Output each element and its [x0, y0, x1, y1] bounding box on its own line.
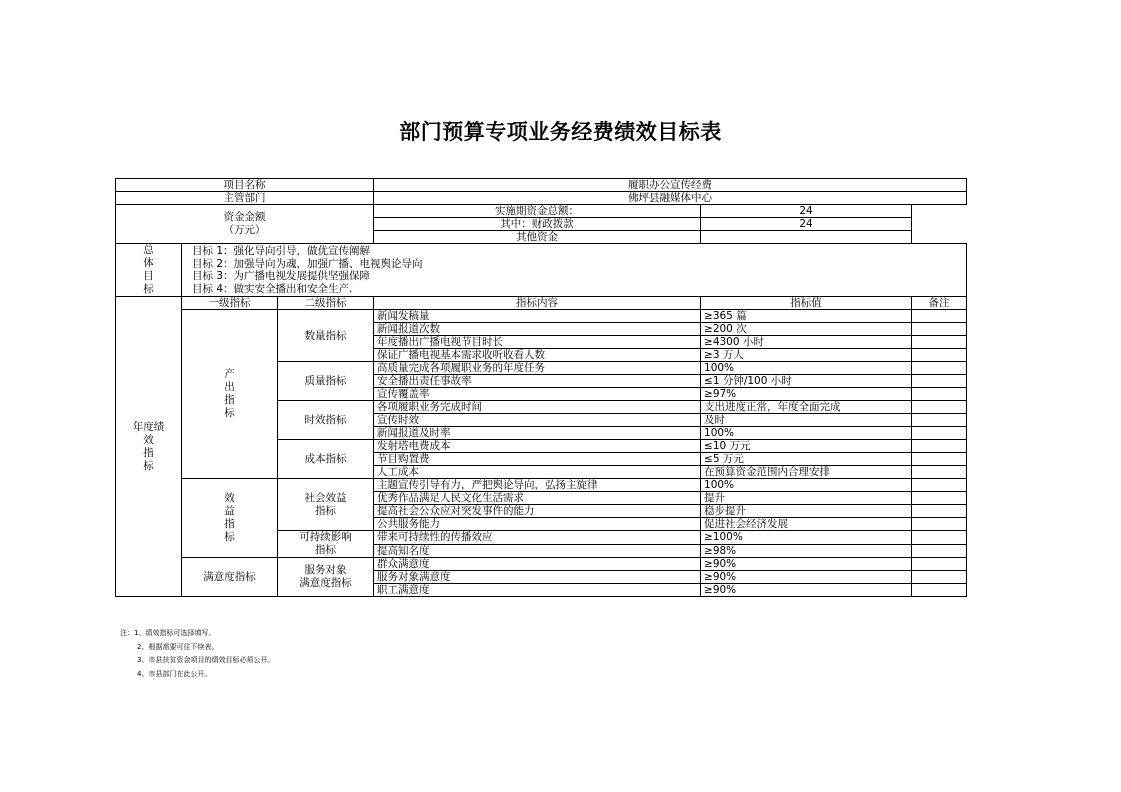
indicator-note: [912, 453, 967, 466]
indicator-content: 服务对象满意度: [374, 571, 701, 584]
indicator-note: [912, 479, 967, 492]
indicator-content: 发射塔电费成本: [374, 440, 701, 453]
indicator-content: 新闻发稿量: [374, 310, 701, 323]
total-fund-label: 实施期资金总额：: [374, 205, 701, 218]
project-name-label: 项目名称: [116, 179, 374, 192]
page-title: 部门预算专项业务经费绩效目标表: [399, 119, 722, 144]
indicator-value: ≥97%: [701, 388, 912, 401]
other-fund-value: [701, 231, 912, 244]
header-level2: 二级指标: [278, 297, 374, 310]
indicator-note: [912, 518, 967, 531]
indicator-content: 年度播出广播电视节目时长: [374, 336, 701, 349]
header-level1: 一级指标: [182, 297, 278, 310]
indicator-content: 带来可持续性的传播效应: [374, 531, 701, 545]
indicator-content: 高质量完成各项履职业务的年度任务: [374, 362, 701, 375]
indicator-note: [912, 584, 967, 597]
indicator-note: [912, 466, 967, 479]
indicator-content: 主题宣传引导有力，严把舆论导向，弘扬主旋律: [374, 479, 701, 492]
goal-1: 目标 1：强化导向引导，做优宣传阐解: [182, 244, 967, 258]
indicator-note: [912, 336, 967, 349]
indicator-content: 宣传覆盖率: [374, 388, 701, 401]
indicator-value: 促进社会经济发展: [701, 518, 912, 531]
footnote-2: 2、根据需要可往下续表。: [137, 642, 219, 651]
indicator-value: 100%: [701, 362, 912, 375]
total-fund-value: 24: [701, 205, 912, 218]
indicator-value: ≥4300 小时: [701, 336, 912, 349]
indicator-value: 及时: [701, 414, 912, 427]
indicator-content: 新闻报道次数: [374, 323, 701, 336]
indicator-content: 节目购置费: [374, 453, 701, 466]
performance-table: [115, 178, 967, 597]
indicator-note: [912, 440, 967, 453]
footnote-1: 注：1、绩效指标可选择填写。: [120, 629, 216, 637]
indicator-value: ≤5 万元: [701, 453, 912, 466]
level2-sustainability: 可持续影响 指标: [278, 531, 374, 558]
indicator-value: ≥90%: [701, 558, 912, 571]
indicator-content: 新闻报道及时率: [374, 427, 701, 440]
indicator-value: ≤1 分钟/100 小时: [701, 375, 912, 388]
fund-amount-label: [116, 205, 374, 244]
fiscal-fund-value: 24: [701, 218, 912, 231]
indicator-value: 支出进度正常，年度全面完成: [701, 401, 912, 414]
indicator-note: [912, 349, 967, 362]
indicator-content: 提高知名度: [374, 544, 701, 558]
level1-benefit: 效 益 指 标: [182, 479, 278, 558]
level2-quality: 质量指标: [278, 362, 374, 401]
project-name-value: 履职办公宣传经费: [374, 179, 967, 192]
fiscal-fund-label: 其中：财政拨款: [374, 218, 701, 231]
indicator-content: 职工满意度: [374, 584, 701, 597]
indicator-value: ≥3 万人: [701, 349, 912, 362]
indicator-value: ≥200 次: [701, 323, 912, 336]
indicator-value: 100%: [701, 427, 912, 440]
indicator-note: [912, 401, 967, 414]
indicator-note: [912, 414, 967, 427]
indicator-note: [912, 427, 967, 440]
indicator-note: [912, 362, 967, 375]
indicator-value: ≤10 万元: [701, 440, 912, 453]
indicator-note: [912, 505, 967, 518]
goal-4: 目标 4：做实安全播出和安全生产.: [182, 283, 967, 297]
indicator-value: ≥98%: [701, 544, 912, 558]
indicator-note: [912, 310, 967, 323]
footnotes: [120, 627, 274, 681]
department-label: 主管部门: [116, 192, 374, 205]
footnote-4: 4、市县部门在此公开。: [137, 669, 212, 678]
indicator-value: ≥365 篇: [701, 310, 912, 323]
indicator-note: [912, 492, 967, 505]
indicator-note: [912, 388, 967, 401]
indicator-content: 人工成本: [374, 466, 701, 479]
header-content: 指标内容: [374, 297, 701, 310]
indicator-value: 在预算资金范围内合理安排: [701, 466, 912, 479]
level1-satisfaction: 满意度指标: [182, 558, 278, 597]
fund-amount-label-line1: 资金金额: [223, 211, 266, 223]
footnote-3: 3、市县扶贫资金项目的绩效目标必须公开。: [137, 656, 275, 664]
goal-3: 目标 3：为广播电视发展提供坚强保障: [182, 270, 967, 283]
other-fund-label: 其他资金: [374, 231, 701, 244]
indicator-content: 保证广播电视基本需求收听收看人数: [374, 349, 701, 362]
level2-cost: 成本指标: [278, 440, 374, 479]
level2-social: 社会效益 指标: [278, 479, 374, 531]
indicator-value: ≥100%: [701, 531, 912, 545]
level2-quantity: 数量指标: [278, 310, 374, 362]
level2-timeliness: 时效指标: [278, 401, 374, 440]
annual-indicators-label: 年度绩 效 指 标: [116, 297, 182, 597]
overall-goals-label: 总 体 目 标: [116, 244, 182, 297]
indicator-value: ≥90%: [701, 571, 912, 584]
indicator-content: 各项履职业务完成时间: [374, 401, 701, 414]
indicator-content: 提高社会公众应对突发事件的能力: [374, 505, 701, 518]
indicator-content: 宣传时效: [374, 414, 701, 427]
indicator-value: ≥90%: [701, 584, 912, 597]
indicator-note: [912, 375, 967, 388]
indicator-content: 群众满意度: [374, 558, 701, 571]
indicator-note: [912, 571, 967, 584]
fund-amount-label-line2: （万元）: [223, 224, 266, 236]
indicator-value: 提升: [701, 492, 912, 505]
header-note: 备注: [912, 297, 967, 310]
indicator-value: 100%: [701, 479, 912, 492]
level2-service-satisfaction: 服务对象 满意度指标: [278, 558, 374, 597]
goal-2: 目标 2：加强导向为魂，加强广播、电视舆论导向: [182, 257, 967, 270]
level1-output: 产 出 指 标: [182, 310, 278, 479]
indicator-note: [912, 323, 967, 336]
indicator-value: 稳步提升: [701, 505, 912, 518]
indicator-note: [912, 558, 967, 571]
indicator-content: 安全播出责任事故率: [374, 375, 701, 388]
department-value: 佛坪县融媒体中心: [374, 192, 967, 205]
header-value: 指标值: [701, 297, 912, 310]
indicator-note: [912, 544, 967, 558]
indicator-content: 优秀作品满足人民文化生活需求: [374, 492, 701, 505]
indicator-content: 公共服务能力: [374, 518, 701, 531]
indicator-note: [912, 531, 967, 545]
